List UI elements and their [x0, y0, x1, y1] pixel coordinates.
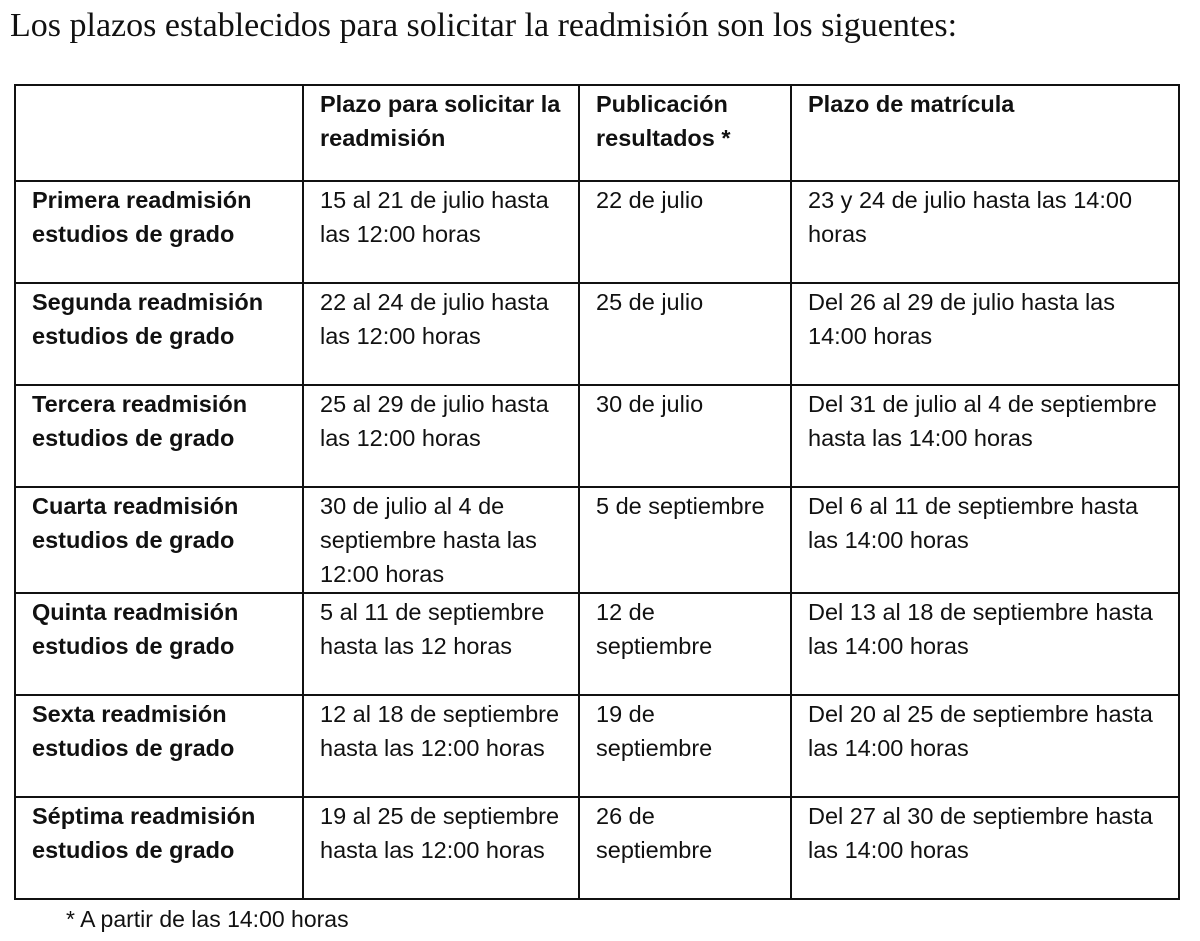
enrollment-period: Del 27 al 30 de septiembre hasta las 14:00 horas — [791, 797, 1179, 899]
results-publication: 22 de julio — [579, 181, 791, 283]
header-request-period: Plazo para solicitar la readmisión — [303, 85, 579, 181]
readmission-round: Cuarta readmisión estudios de grado — [15, 487, 303, 593]
enrollment-period: Del 6 al 11 de septiembre hasta las 14:00 horas — [791, 487, 1179, 593]
readmission-deadlines-table — [14, 84, 1180, 900]
enrollment-period: Del 13 al 18 de septiembre hasta las 14:00 horas — [791, 593, 1179, 695]
footnote: * A partir de las 14:00 horas — [66, 906, 349, 932]
results-publication: 12 de septiembre — [579, 593, 791, 695]
table-row — [15, 797, 1179, 899]
enrollment-period: 23 y 24 de julio hasta las 14:00 horas — [791, 181, 1179, 283]
request-period: 15 al 21 de julio hasta las 12:00 horas — [303, 181, 579, 283]
enrollment-period: Del 26 al 29 de julio hasta las 14:00 horas — [791, 283, 1179, 385]
header-enrollment-period: Plazo de matrícula — [791, 85, 1179, 181]
request-period: 5 al 11 de septiembre hasta las 12 horas — [303, 593, 579, 695]
table-row — [15, 181, 1179, 283]
table-row — [15, 283, 1179, 385]
readmission-round: Quinta readmisión estudios de grado — [15, 593, 303, 695]
table-row — [15, 385, 1179, 487]
results-publication: 30 de julio — [579, 385, 791, 487]
request-period: 19 al 25 de septiembre hasta las 12:00 horas — [303, 797, 579, 899]
readmission-round: Segunda readmisión estudios de grado — [15, 283, 303, 385]
readmission-round: Sexta readmisión estudios de grado — [15, 695, 303, 797]
header-results-publication: Publicación resultados * — [579, 85, 791, 181]
request-period: 30 de julio al 4 de septiembre hasta las 12:00 horas — [303, 487, 579, 593]
enrollment-period: Del 31 de julio al 4 de septiembre hasta las 14:00 horas — [791, 385, 1179, 487]
request-period: 25 al 29 de julio hasta las 12:00 horas — [303, 385, 579, 487]
readmission-round: Tercera readmisión estudios de grado — [15, 385, 303, 487]
request-period: 22 al 24 de julio hasta las 12:00 horas — [303, 283, 579, 385]
table-row — [15, 593, 1179, 695]
results-publication: 25 de julio — [579, 283, 791, 385]
readmission-round: Séptima readmisión estudios de grado — [15, 797, 303, 899]
request-period: 12 al 18 de septiembre hasta las 12:00 horas — [303, 695, 579, 797]
results-publication: 5 de septiembre — [579, 487, 791, 593]
results-publication: 26 de septiembre — [579, 797, 791, 899]
intro-text: Los plazos establecidos para solicitar la readmisión son los siguentes: — [10, 7, 958, 44]
table-header-row — [15, 85, 1179, 181]
header-empty-cell — [15, 85, 303, 181]
table-row — [15, 487, 1179, 593]
readmission-round: Primera readmisión estudios de grado — [15, 181, 303, 283]
results-publication: 19 de septiembre — [579, 695, 791, 797]
table-row — [15, 695, 1179, 797]
enrollment-period: Del 20 al 25 de septiembre hasta las 14:00 horas — [791, 695, 1179, 797]
